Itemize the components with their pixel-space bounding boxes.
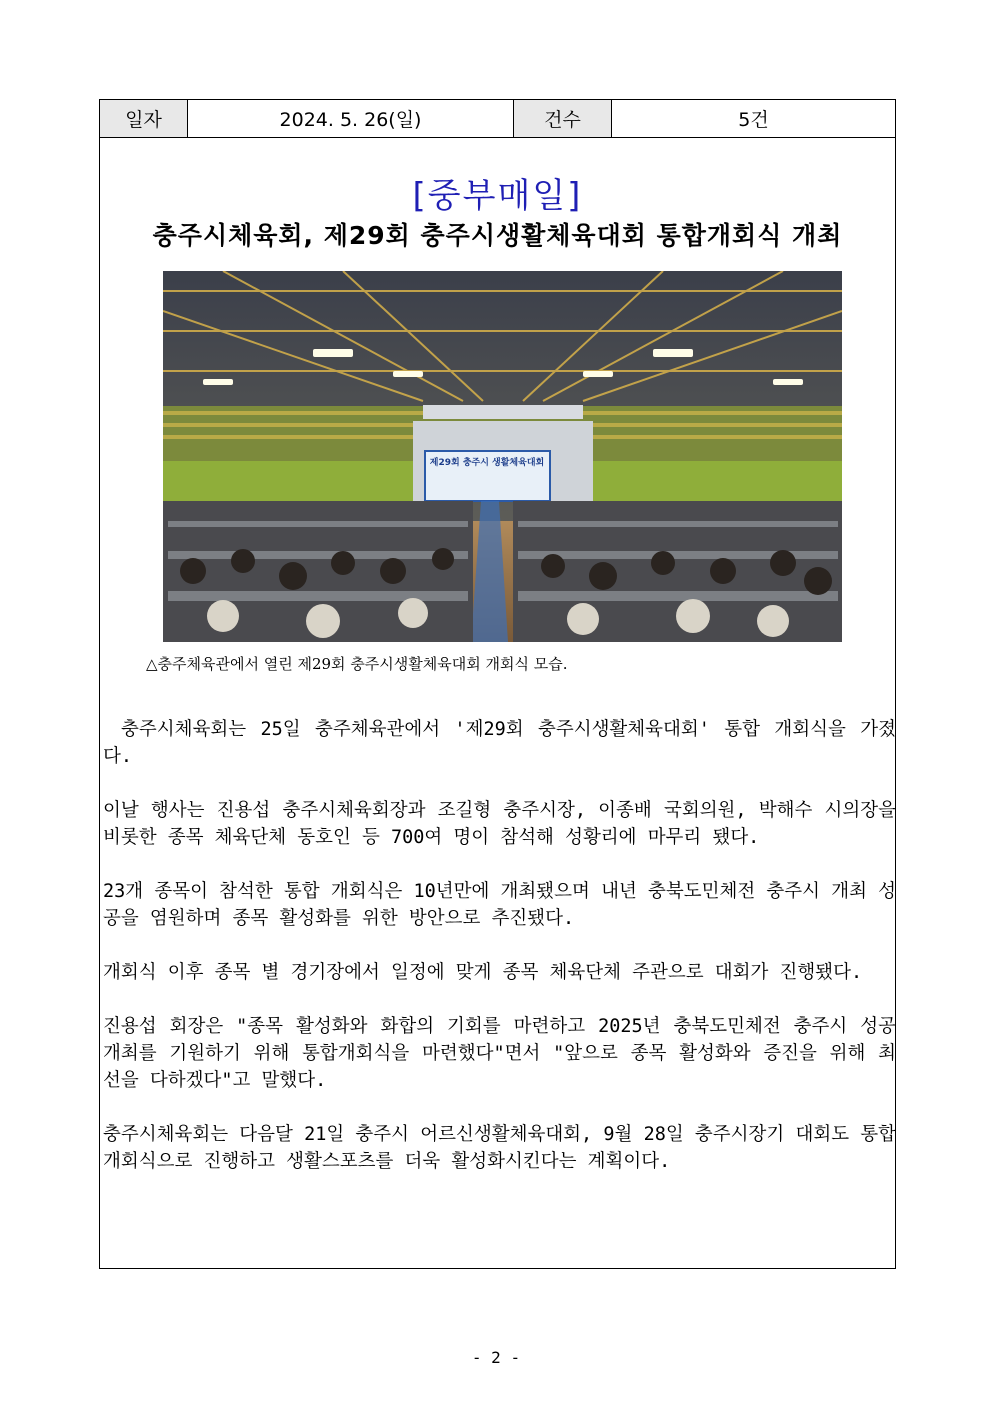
article-body	[103, 716, 896, 1202]
paragraph: 개회식 이후 종목 별 경기장에서 일정에 맞게 종목 체육단체 주관으로 대회가 진행됐다.	[103, 962, 863, 983]
count-label: 건수	[514, 100, 612, 137]
date-label: 일자	[100, 100, 188, 137]
event-photo	[163, 271, 842, 642]
paragraph: 충주시체육회는 다음달 21일 충주시 어르신생활체육대회, 9월 28일 충주시장기 대회도 통합개회식으로 진행하고 생활스포츠를 더욱 활성화시킨다는 계획이다.	[103, 1124, 896, 1172]
paragraph: 충주시체육회는 25일 충주체육관에서 '제29회 충주시생활체육대회' 통합 개회식을 가졌다.	[103, 719, 896, 767]
count-value: 5건	[738, 109, 769, 131]
paragraph: 이날 행사는 진용섭 충주시체육회장과 조길형 충주시장, 이종배 국회의원, 박해수 시의장을 비롯한 종목 체육단체 동호인 등 700여 명이 참석해 성황리에 마무리 됐다.	[103, 800, 896, 848]
photo-caption: △충주체육관에서 열린 제29회 충주시생활체육대회 개회식 모습.	[146, 655, 568, 673]
document-frame	[99, 99, 896, 1269]
paragraph: 진용섭 회장은 "종목 활성화와 화합의 기회를 마련하고 2025년 충북도민체전 충주시 성공 개최를 기원하기 위해 통합개회식을 마련했다"면서 "앞으로 종목 활성화와 증진을 위해 최선을 다하겠다"고 말했다.	[103, 1016, 896, 1091]
article-headline: 충주시체육회, 제29회 충주시생활체육대회 통합개회식 개최	[152, 221, 843, 250]
paragraph: 23개 종목이 참석한 통합 개회식은 10년만에 개최됐으며 내년 충북도민체전 충주시 개최 성공을 염원하며 종목 활성화를 위한 방안으로 추진됐다.	[103, 881, 896, 929]
date-value: 2024. 5. 26(일)	[188, 100, 514, 137]
info-header	[100, 100, 895, 138]
photo-banner-text: 제29회 충주시 생활체육대회	[429, 458, 545, 468]
news-source: [중부매일]	[412, 176, 583, 216]
page-number: - 2 -	[471, 1348, 521, 1367]
